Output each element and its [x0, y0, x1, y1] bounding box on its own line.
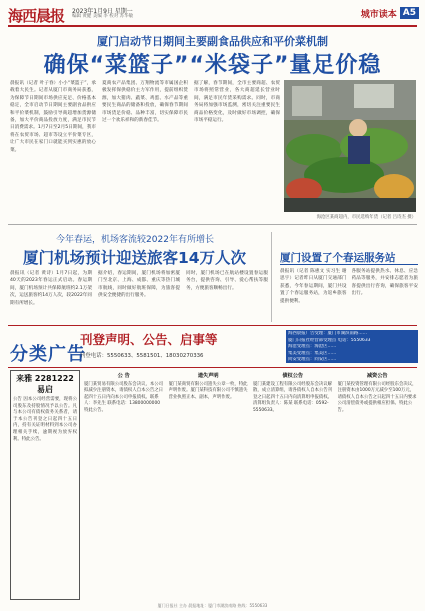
airport-headline: 厦门机场预计迎送旅客14万人次 — [22, 249, 247, 267]
notice-body: 厦门某投资管理有限公司经股东会决议，注册资本由1000万元减少至100万元，请债权人自本公告之日起四十五日内要求公司清偿债务或提供相应担保。特此公告。 — [337, 381, 417, 413]
airport-column-1: 晨报讯（记者 黄诗）1月7日起，为期40天的2023年春运正式启动。春运期间，厦门机场预计共保障航班约2.1万架次，运送旅客约14万人次，较2022年同期有所增长。 — [10, 271, 92, 306]
issue-date: 2023年1月9日 星期一 — [72, 8, 133, 15]
airport-column-3: 同时，厦门机场已在航站楼设置春运服务台，提供咨询、引导、爱心帮扶等服务，方便旅客顺畅出行。 — [186, 271, 268, 291]
classified-phone: 刊登电话：5550633、5581501、18030270336 — [80, 353, 204, 359]
ad-office-line: 厦门日报社经营部受理点 电话：5550633 — [288, 337, 371, 343]
page-footer: 厦门日报社 主办 晨报地址：厦门市湖滨南路 热线：5550633 — [157, 603, 268, 608]
notice-heading: 减资公告 — [366, 373, 388, 379]
notice-column — [253, 372, 333, 602]
notice-body: 厦门某建设工程有限公司经股东会决议解散，成立清算组，请各债权人自本公告刊登之日起四十五日内向清算组申报债权。清算组负责人：陈某 联系电话：0592-5550633。 — [253, 381, 333, 413]
lead-headline: 确保“菜篮子”“米袋子”量足价稳 — [43, 53, 382, 78]
lead-column-1: 晨报讯（记者 叶子春）小小“菜篮子”，承载着大民生。记者从厦门市商务局获悉，为保障节日期间市场供应充足、价格基本稳定，全市启动节日期间主要副食品供应和平价菜机制，鼓励引导商超增加货源储备，加大平价商品投放力度，满足市民节日消费需求。1月7日至2月5日期间，我市将在农贸市场、超市等设立平价菜专区，让广大市民在家门口就能买到实惠的放心菜。 — [10, 81, 96, 153]
editor-credits: 编辑 黄健 美编 李 校对 苏华敏 — [72, 14, 134, 19]
lead-body — [10, 80, 280, 218]
classified-rule-2 — [8, 367, 417, 368]
notice-column — [169, 372, 249, 602]
lead-column-2: 夏商农产品集团、万翔物流等市属国企积极发挥保供稳价主力军作用，提前组织货源，加大猪肉、蔬菜、鸡蛋、水产品等重要民生商品的储备和投放，确保春节期间市场货足价稳、品种丰富，切实保障市民过一个欢乐祥和的新春佳节。 — [102, 81, 188, 124]
notice-heading: 债权公告 — [282, 373, 304, 379]
airport-kicker: 今年春运，机场客流较2022年有所增长 — [56, 235, 214, 245]
boxed-notice — [10, 370, 80, 600]
spring-headline: 厦门设置了个春运服务站 — [280, 252, 396, 264]
ad-office-line: 同安受理点：同安区…… — [288, 357, 337, 363]
photo-caption: 海沧区某商超内，市民选购年货（记者 吕诗杰 摄） — [316, 215, 416, 220]
page-number-badge: A5 — [400, 7, 419, 19]
notice-body: 厦门某贸易有限公司股东会决议，本公司拟减少注册资本，请债权人自本公告之日起四十五日内向本公司申报债权。联系人：李先生 联系电话：13800000000 特此公告。 — [84, 381, 164, 413]
spring-column-1: 晨报讯（记者 陈惠文 实习生 谢思宇）记者昨日从厦门交通部门获悉，今年春运期间，厦门共设置了个春运服务站，为返乡旅客提供便利。 — [280, 269, 347, 304]
ad-office-box — [286, 330, 418, 363]
column-separator — [271, 232, 272, 322]
section-divider — [8, 224, 417, 225]
ad-office-line: 集美受理点：集美区…… — [288, 350, 337, 356]
market-photo — [284, 80, 416, 212]
notice-column — [338, 372, 418, 602]
ad-office-line: 海沧受理点：海沧区…… — [288, 344, 337, 350]
boxed-notice-title: 来雅 2281222 易启 — [16, 374, 74, 394]
notice-column — [84, 372, 164, 602]
notice-columns — [84, 372, 417, 602]
section-name: 城市读本 — [360, 9, 397, 20]
spring-headline-rule — [280, 264, 418, 265]
notice-body: 厦门某商贸有限公司遗失公章一枚，特此声明作废。厦门某科技有限公司不慎遗失营业执照正本、副本，声明作废。 — [168, 381, 248, 400]
newspaper-logo: 海西晨报 — [8, 7, 65, 25]
section-tag — [361, 6, 419, 20]
airport-column-2: 据介绍，春运期间，厦门机场将加密厦门至北京、上海、成都、重庆等热门城市航线，同时做好航班保障，为旅客提供安全便捷的出行服务。 — [98, 271, 180, 299]
spring-body — [280, 268, 418, 322]
classified-rule — [8, 325, 417, 326]
boxed-notice-body: 公告 因本公司经营需要，现将公司股东及持股情况予以公告。凡与本公司有债权债务关系者，请于本公告刊登之日起四十五日内，持有关证明材料到本公司办理相关手续，逾期视为放弃权利。特此公告。 — [13, 397, 77, 442]
classified-banner-title: 刊登声明、公告、启事等 — [80, 332, 218, 347]
ad-office-line: 海西晨报广告受理：厦门市湖滨南路…… — [288, 331, 368, 336]
spring-column-2: 各服务站提供热水、休息、应急药品等服务，并安排志愿者为旅客提供出行咨询，确保旅客平安出行。 — [351, 269, 418, 297]
header-rule — [8, 25, 417, 27]
lead-kicker: 厦门启动节日期间主要副食品供应和平价菜机制 — [97, 35, 328, 48]
airport-body — [10, 270, 268, 320]
classified-title: 分类广告 — [10, 344, 86, 365]
notice-heading: 遗失声明 — [197, 373, 219, 379]
notice-heading: 公 告 — [117, 373, 130, 379]
vegetable-stall-image — [284, 80, 416, 212]
lead-column-3: 据了解，春节期间，全市主要商超、农贸市场将照常营业，各大商超延长营业时间，满足市民年货采购需求。同时，市商务局将加强市场监测，密切关注重要民生商品价格变化，及时做好市场调控，确保市场平稳运行。 — [194, 81, 280, 124]
classified-banner — [80, 330, 280, 366]
